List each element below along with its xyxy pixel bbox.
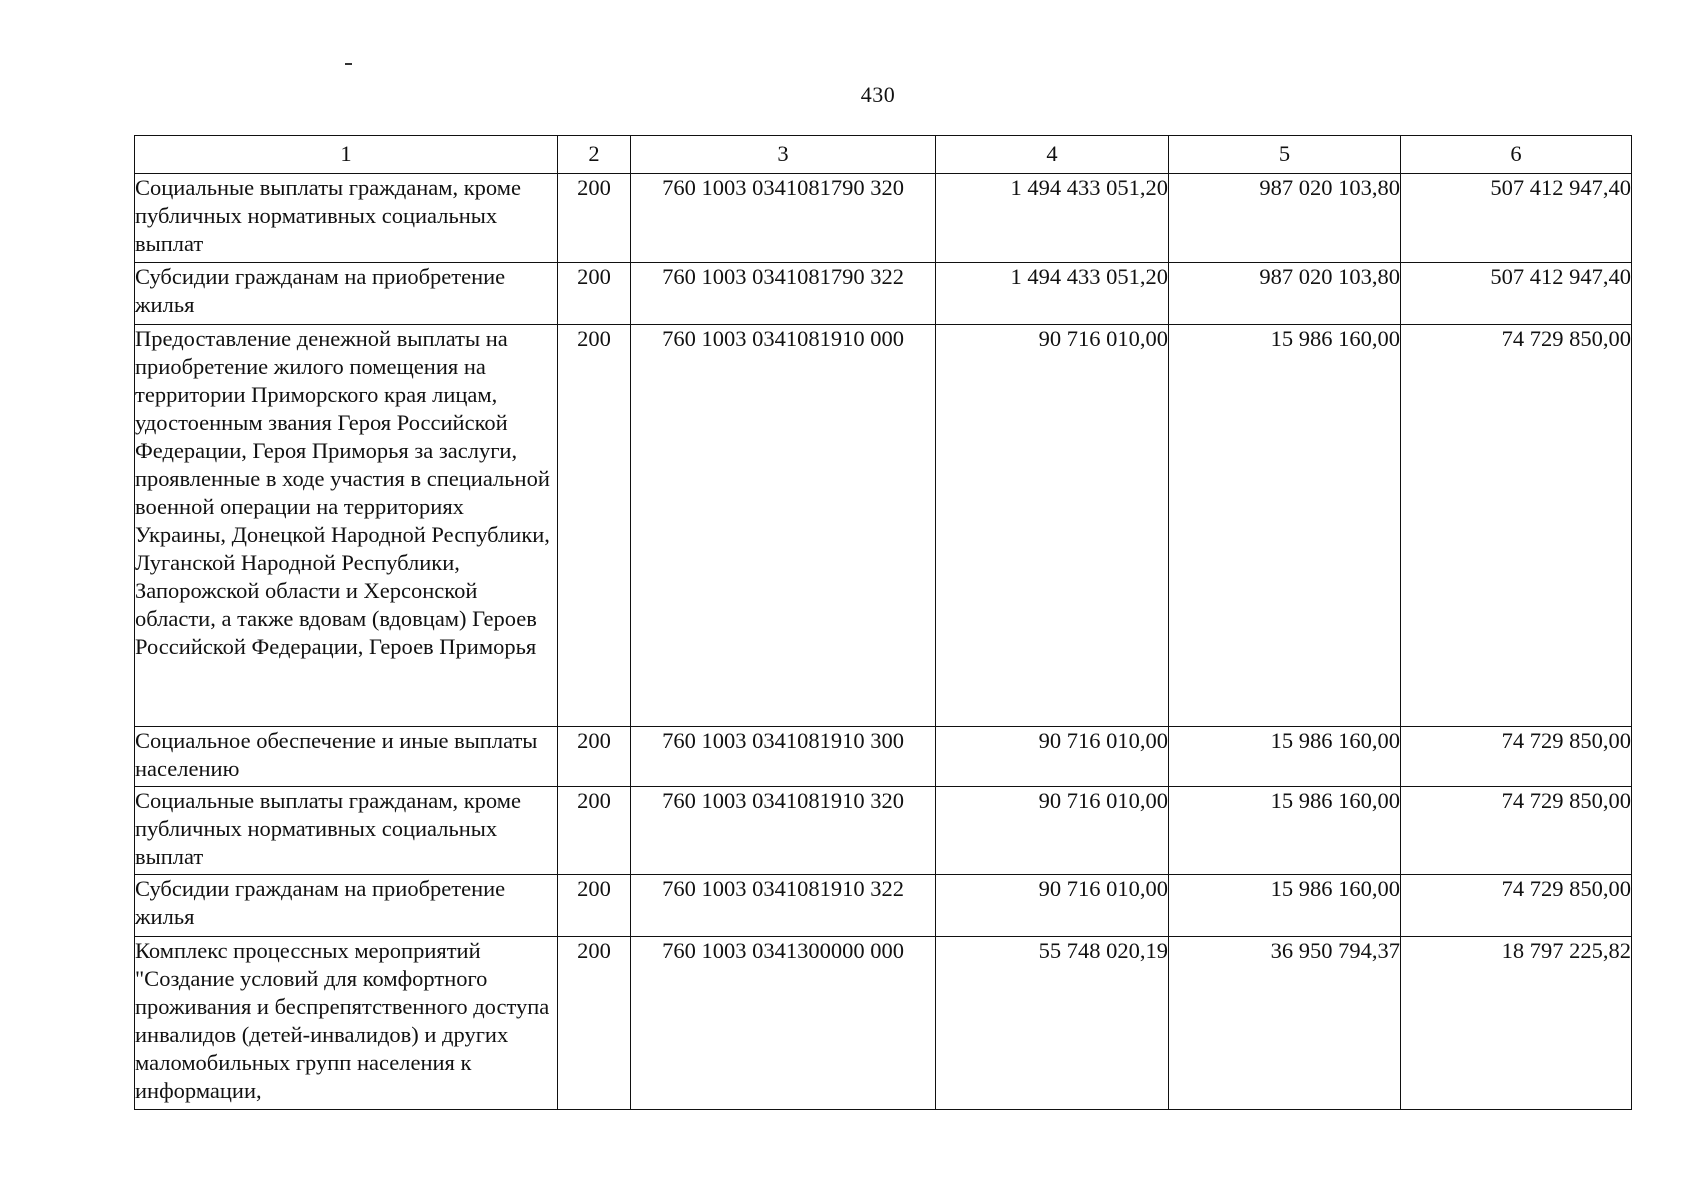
column-header-3: 3 (631, 136, 936, 174)
row-code: 760 1003 0341300000 000 (631, 937, 936, 1110)
row-amount-4: 90 716 010,00 (936, 875, 1169, 937)
row-name: Субсидии гражданам на приобретение жилья (135, 263, 558, 325)
table-row (135, 325, 1632, 727)
column-header-1: 1 (135, 136, 558, 174)
row-amount-6: 74 729 850,00 (1401, 325, 1632, 727)
table-row (135, 263, 1632, 325)
row-code: 760 1003 0341081910 000 (631, 325, 936, 727)
row-amount-6: 507 412 947,40 (1401, 174, 1632, 263)
row-name: Предоставление денежной выплаты на приобретение жилого помещения на территории Приморского края лицам, удостоенным звания Героя Российской Федерации, Героя Приморья за заслуги, проявленные в ходе участия в специальной военной операции на территориях Украины, Донецкой Народной Республики, Луганской Народной Республики, Запорожской области и Херсонской области, а также вдовам (вдовцам) Героев Российской Федерации, Героев Приморья (135, 325, 558, 727)
row-amount-4: 55 748 020,19 (936, 937, 1169, 1110)
table-body (135, 174, 1632, 1110)
header-row (135, 136, 1632, 174)
table-row (135, 937, 1632, 1110)
row-col2: 200 (558, 263, 631, 325)
row-amount-4: 90 716 010,00 (936, 325, 1169, 727)
row-amount-5: 36 950 794,37 (1169, 937, 1401, 1110)
row-name: Социальные выплаты гражданам, кроме публичных нормативных социальных выплат (135, 174, 558, 263)
row-amount-4: 90 716 010,00 (936, 727, 1169, 787)
row-amount-6: 74 729 850,00 (1401, 787, 1632, 875)
row-col2: 200 (558, 787, 631, 875)
column-header-2: 2 (558, 136, 631, 174)
column-header-5: 5 (1169, 136, 1401, 174)
row-code: 760 1003 0341081910 300 (631, 727, 936, 787)
row-amount-5: 987 020 103,80 (1169, 263, 1401, 325)
column-header-6: 6 (1401, 136, 1632, 174)
row-amount-6: 74 729 850,00 (1401, 727, 1632, 787)
row-amount-5: 15 986 160,00 (1169, 727, 1401, 787)
page-number: 430 (860, 82, 896, 107)
row-col2: 200 (558, 174, 631, 263)
table-row (135, 727, 1632, 787)
row-amount-4: 1 494 433 051,20 (936, 263, 1169, 325)
row-col2: 200 (558, 937, 631, 1110)
row-amount-4: 90 716 010,00 (936, 787, 1169, 875)
table-header (135, 136, 1632, 174)
row-amount-6: 507 412 947,40 (1401, 263, 1632, 325)
row-code: 760 1003 0341081790 322 (631, 263, 936, 325)
row-code: 760 1003 0341081910 320 (631, 787, 936, 875)
row-col2: 200 (558, 875, 631, 937)
column-header-4: 4 (936, 136, 1169, 174)
row-amount-5: 15 986 160,00 (1169, 875, 1401, 937)
row-name: Субсидии гражданам на приобретение жилья (135, 875, 558, 937)
table-row (135, 174, 1632, 263)
row-name: Социальное обеспечение и иные выплаты населению (135, 727, 558, 787)
table-row (135, 787, 1632, 875)
row-name: Комплекс процессных мероприятий "Создание условий для комфортного проживания и беспрепятственного доступа инвалидов (детей-инвалидов) и других маломобильных групп населения к информации, (135, 937, 558, 1110)
row-code: 760 1003 0341081910 322 (631, 875, 936, 937)
table-row (135, 875, 1632, 937)
row-col2: 200 (558, 727, 631, 787)
row-amount-5: 15 986 160,00 (1169, 787, 1401, 875)
row-col2: 200 (558, 325, 631, 727)
row-amount-5: 987 020 103,80 (1169, 174, 1401, 263)
scan-mark (345, 63, 352, 65)
row-amount-4: 1 494 433 051,20 (936, 174, 1169, 263)
row-code: 760 1003 0341081790 320 (631, 174, 936, 263)
row-name: Социальные выплаты гражданам, кроме публичных нормативных социальных выплат (135, 787, 558, 875)
row-amount-5: 15 986 160,00 (1169, 325, 1401, 727)
row-amount-6: 18 797 225,82 (1401, 937, 1632, 1110)
row-amount-6: 74 729 850,00 (1401, 875, 1632, 937)
budget-table (134, 135, 1632, 1110)
